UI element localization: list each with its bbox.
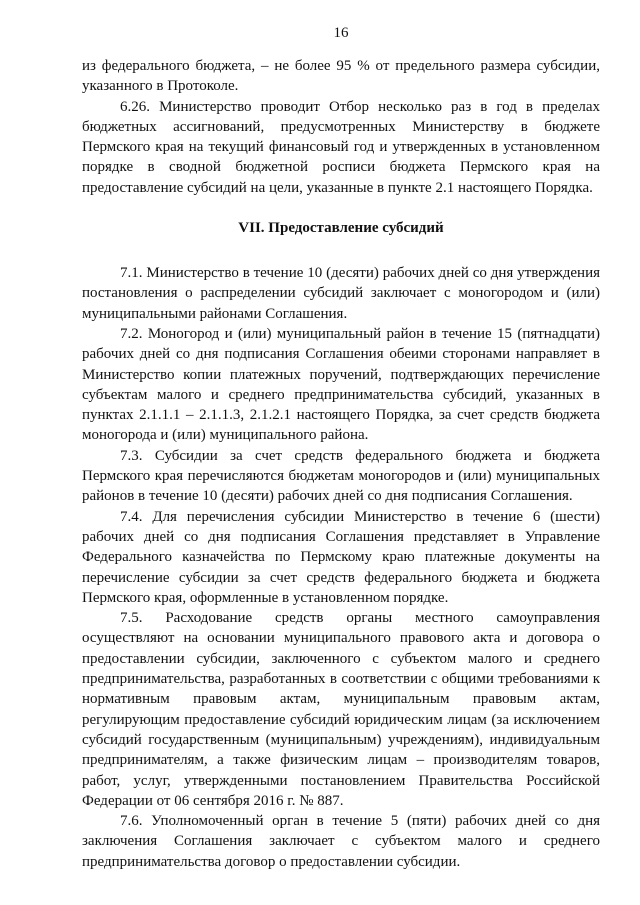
document-body — [82, 56, 600, 872]
paragraphs-before — [82, 56, 600, 198]
paragraph-continuation: из федерального бюджета, – не более 95 % от предельного размера субсидии, указанного в Протоколе. — [82, 58, 600, 95]
paragraphs-after — [82, 263, 600, 872]
paragraph-6-26: 6.26. Министерство проводит Отбор несколько раз в год в пределах бюджетных ассигнований, предусмотренных Министерству в бюджете Пермского края на текущий финансовый год и утвержденных в установленном порядке в сводной бюджетной росписи бюджета Пермского края на предоставление субсидий на цели, указанные в пункте 2.1 настоящего Порядка. — [82, 98, 600, 196]
paragraph-7-6: 7.6. Уполномоченный орган в течение 5 (пяти) рабочих дней со дня заключения Соглашения заключает с субъектом малого и среднего предпринимательства договор о предоставлении субсидии. — [82, 813, 600, 870]
paragraph-7-4: 7.4. Для перечисления субсидии Министерство в течение 6 (шести) рабочих дней со дня подписания Соглашения представляет в Управление Федерального казначейства по Пермскому краю платежные документы на перечисление субсидии за счет средств федерального бюджета и бюджета Пермского края, оформленные в установленном порядке. — [82, 508, 600, 606]
paragraph-7-1: 7.1. Министерство в течение 10 (десяти) рабочих дней со дня утверждения постановления о распределении субсидий заключает с моногородом и (или) муниципальными районами Соглашения. — [82, 265, 600, 322]
page-number: 16 — [333, 25, 349, 41]
paragraph-7-5: 7.5. Расходование средств органы местного самоуправления осуществляют на основании муниципального правового акта и договора о предоставлении субсидии, заключенного с субъектом малого и среднего предпринимательства, разработанных в соответствии с общими требованиями к нормативным правовым актам, муниципальным правовым актам, регулирующим предоставление субсидий юридическим лицам (за исключением субсидий государственным (муниципальным) учреждениям), индивидуальным предпринимателям, а также физическим лицам – производителям товаров, работ, услуг, утвержденными постановлением Правительства Российской Федерации от 06 сентября 2016 г. № 887. — [82, 610, 600, 809]
document-page — [82, 0, 600, 905]
paragraph-7-2: 7.2. Моногород и (или) муниципальный район в течение 15 (пятнадцати) рабочих дней со дня подписания Соглашения обеими сторонами направляет в Министерство копии платежных поручений, подтверждающих перечисление субъектам малого и среднего предпринимательства субсидий, указанных в пунктах 2.1.1.1 – 2.1.1.3, 2.1.2.1 настоящего Порядка, за счет средств бюджета моногорода и (или) муниципального района. — [82, 325, 600, 444]
paragraph-7-3: 7.3. Субсидии за счет средств федерального бюджета и бюджета Пермского края перечисляются бюджетам моногородов и (или) муниципальных районов в течение 10 (десяти) рабочих дней со дня подписания Соглашения. — [82, 447, 600, 505]
section-heading: VII. Предоставление субсидий — [238, 220, 444, 237]
